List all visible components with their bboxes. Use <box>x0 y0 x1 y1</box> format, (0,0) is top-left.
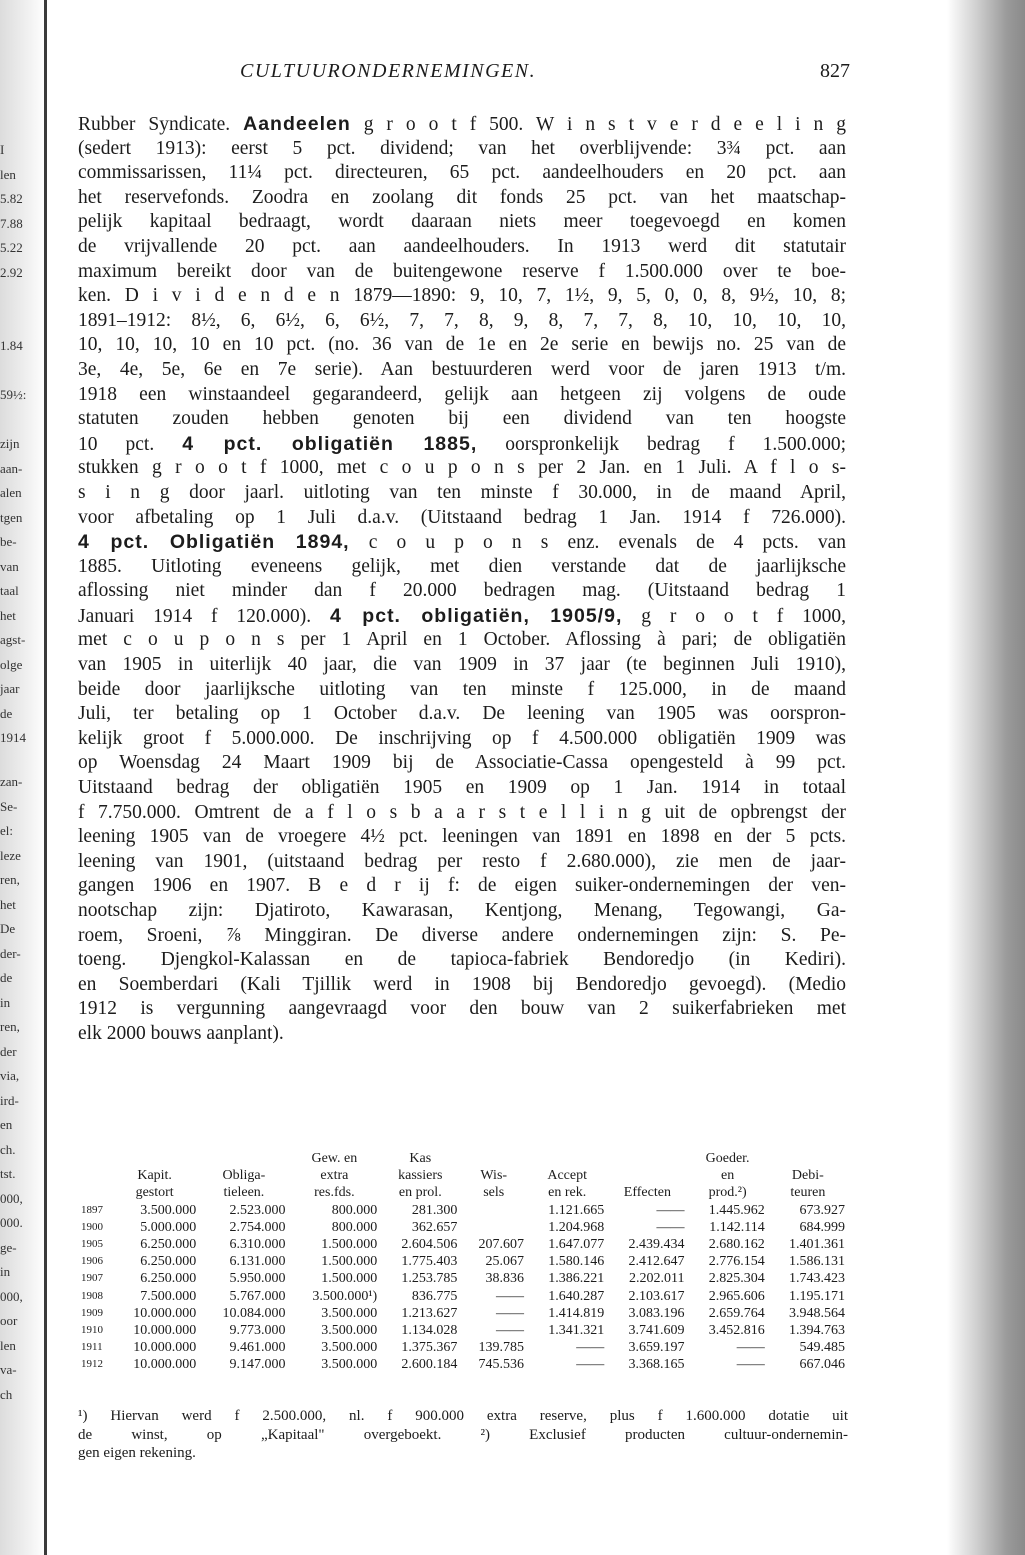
text-line <box>78 825 846 850</box>
table-cell: 549.485 <box>799 1340 845 1356</box>
text-line <box>78 801 846 826</box>
margin-fragment: 2.92 <box>0 264 23 280</box>
table-row <box>78 1322 848 1339</box>
table-cell: 281.300 <box>411 1202 458 1218</box>
table-cell: 10.000.000 <box>133 1305 197 1321</box>
header-row <box>78 1150 848 1167</box>
margin-fragment: 000. <box>0 1215 23 1230</box>
margin-fragment: via, <box>0 1068 20 1083</box>
margin-fragment: 5.82 <box>0 191 23 206</box>
table-cell: 1.500.000 <box>321 1271 378 1287</box>
text-segment: beide door jaarlijksche uitloting van ten minste f 125.000, in de maand <box>78 678 846 700</box>
text-line <box>78 260 846 285</box>
text-segment: Uitstaand bedrag der obligatiën 1905 en 1909 op 1 Jan. 1914 in totaal <box>78 777 846 799</box>
table-cell: 6.250.000 <box>140 1254 197 1270</box>
margin-fragment: der <box>0 1043 17 1059</box>
column-header: Goeder. <box>705 1151 750 1166</box>
table-cell: 6.250.000 <box>140 1271 197 1287</box>
table-row <box>78 1253 848 1270</box>
text-line <box>78 407 846 432</box>
margin-fragment: tgen <box>0 509 23 525</box>
text-segment: 3e, 4e, 5e, 6e en 7e serie). Aan bestuurderen werd voor de jaren 1913 t/m. <box>78 358 846 380</box>
table-cell: 6.250.000 <box>140 1237 197 1253</box>
table-cell: 1.640.287 <box>548 1288 605 1304</box>
margin-fragment: ge- <box>0 1239 17 1255</box>
table-cell: 667.046 <box>799 1357 845 1373</box>
margin-fragment: 5.22 <box>0 240 23 255</box>
table-cell: 1.253.785 <box>401 1271 458 1287</box>
margin-fragment: het <box>0 896 16 912</box>
table-cell: 3.500.000 <box>321 1323 378 1339</box>
text-line <box>78 235 846 260</box>
table-body <box>78 1202 848 1374</box>
margin-fragment: taal <box>0 583 19 598</box>
text-line <box>78 481 846 506</box>
column-header: tieleen. <box>223 1185 265 1201</box>
text-line <box>78 948 846 973</box>
text-segment: leening van 1901, (uitstaand bedrag per resto f 2.680.000), zie men de jaar- <box>78 850 846 872</box>
table-cell: 6.131.000 <box>229 1254 286 1270</box>
text-line <box>78 628 846 653</box>
table-header <box>78 1150 848 1202</box>
footnotes <box>78 1407 848 1463</box>
column-header: teuren <box>790 1185 826 1201</box>
margin-fragment: zijn <box>0 436 20 451</box>
text-line <box>78 899 846 924</box>
table-cell: —— <box>496 1305 525 1321</box>
table-cell: 9.147.000 <box>229 1357 286 1373</box>
text-segment: op Woensdag 24 Maart 1909 bij de Associatie-Cassa opengesteld à 99 pct. <box>78 752 846 774</box>
table-cell: 1.500.000 <box>321 1237 378 1253</box>
table-cell: 3.368.165 <box>628 1357 685 1373</box>
table-cell: 7.500.000 <box>140 1288 197 1304</box>
table-cell: 2.659.764 <box>708 1305 765 1321</box>
table-cell: 3.500.000 <box>140 1202 197 1218</box>
text-segment: Rubber Syndicate. <box>78 114 244 135</box>
text-segment: elk 2000 bouws aanplant). <box>78 1022 284 1044</box>
text-line <box>78 137 846 162</box>
table-cell: 1.204.968 <box>548 1219 605 1235</box>
text-line <box>78 530 846 555</box>
table-cell: 800.000 <box>331 1219 378 1235</box>
table-cell: 745.536 <box>478 1357 525 1373</box>
table-cell: 3.452.816 <box>708 1323 765 1339</box>
table-cell: 9.461.000 <box>229 1340 286 1356</box>
table-cell: —— <box>576 1340 605 1356</box>
text-segment: statuten zouden hebben genoten bij een dividend van ten hoogste <box>78 408 846 430</box>
table-cell: 3.500.000 <box>321 1305 378 1321</box>
table-cell: 1.121.665 <box>548 1202 605 1218</box>
table-cell: 38.836 <box>485 1271 525 1287</box>
margin-fragment: oor <box>0 1313 18 1328</box>
table-cell: 2.523.000 <box>229 1202 286 1218</box>
table-cell: 9.773.000 <box>229 1323 286 1339</box>
text-line <box>78 432 846 457</box>
text-segment: g r o o t f 500. W i n s t v e r d e e l i n g <box>350 114 846 135</box>
table-cell: 207.607 <box>478 1237 525 1253</box>
table-cell: 1.213.627 <box>401 1305 458 1321</box>
table-cell: 1.500.000 <box>321 1254 378 1270</box>
margin-fragment: aan- <box>0 460 23 476</box>
table-row <box>78 1288 848 1305</box>
table-cell: 1.142.114 <box>709 1219 765 1235</box>
text-segment: toeng. Djengkol-Kalassan en de tapioca-fabriek Bendoredjo (in Kediri). <box>78 949 846 971</box>
margin-fragment: va- <box>0 1362 17 1377</box>
margin-fragment: het <box>0 607 16 623</box>
text-line <box>78 678 846 703</box>
column-header: en rek. <box>548 1185 587 1201</box>
text-segment: 1891–1912: 8½, 6, 6½, 6, 6½, 7, 7, 8, 9, 8, 7, 7, 8, 10, 10, 10, 10, <box>78 309 846 331</box>
running-title: CULTUURONDERNEMINGEN. <box>240 60 537 82</box>
margin-fragment: en <box>0 1117 13 1132</box>
text-segment: g r o o t f 1000, <box>622 605 846 627</box>
column-header: extra <box>320 1168 349 1184</box>
table-cell: 25.067 <box>485 1254 525 1270</box>
column-header <box>78 1184 110 1201</box>
text-line <box>78 653 846 678</box>
table-cell: —— <box>656 1202 685 1218</box>
margin-fragment: len <box>0 166 16 182</box>
text-segment: nootschap zijn: Djatiroto, Kawarasan, Kentjong, Menang, Tegowangi, Ga- <box>78 900 846 921</box>
text-segment: s i n g door jaarl. uitloting van ten minste f 30.000, in de maand April, <box>78 481 846 503</box>
text-segment: maximum bereikt door van de buitengewone reserve f 1.500.000 over te boe- <box>78 260 846 282</box>
header-row <box>78 1184 848 1201</box>
text-segment: stukken g r o o t f 1000, met c o u p o n s per 2 Jan. en 1 Juli. A f l o s- <box>78 457 846 479</box>
table-cell: 1.775.403 <box>401 1254 458 1270</box>
table-cell: 1.341.321 <box>548 1323 605 1339</box>
table-row <box>78 1236 848 1253</box>
margin-fragment: 000, <box>0 1190 23 1206</box>
margin-fragment: in <box>0 1264 11 1279</box>
table-cell: 3.741.609 <box>628 1323 685 1339</box>
table-cell: 1.647.077 <box>548 1237 605 1253</box>
table-cell: 5.950.000 <box>229 1271 286 1287</box>
table-cell: 800.000 <box>331 1202 378 1218</box>
column-header: res.fds. <box>314 1185 355 1201</box>
row-year: 1912 <box>81 1358 103 1371</box>
table-cell: 6.310.000 <box>229 1237 286 1253</box>
margin-fragment <box>0 359 40 384</box>
table-cell: 1.375.367 <box>401 1340 458 1356</box>
table-cell: 362.657 <box>411 1219 458 1235</box>
text-line <box>78 555 846 580</box>
table-row <box>78 1356 848 1373</box>
margin-fragment: 7.88 <box>0 215 23 231</box>
table-cell: 2.412.647 <box>628 1254 685 1270</box>
column-header: en <box>720 1168 735 1184</box>
margin-fragment: I <box>0 142 5 157</box>
table-row <box>78 1202 848 1219</box>
table-cell: 1.445.962 <box>708 1202 765 1218</box>
table-cell: 3.659.197 <box>628 1340 685 1356</box>
margin-fragment: jaar <box>0 681 20 696</box>
text-line <box>78 973 846 998</box>
table-cell: 2.600.184 <box>401 1357 458 1373</box>
text-segment: en Soemberdari (Kali Tjillik werd in 1908 bij Bendoredjo gevoegd). (Medio <box>78 973 846 995</box>
table-cell: 1.394.763 <box>789 1323 845 1339</box>
margin-fragment: der- <box>0 945 21 961</box>
text-segment: (sedert 1913): eerst 5 pct. dividend; van het overblijvende: 3¾ pct. aan <box>78 137 846 159</box>
section-heading: 4 pct. obligatiën, 1905/9, <box>330 604 623 627</box>
footnote-line: ¹) Hiervan werd f 2.500.000, nl. f 900.000 extra reserve, plus f 1.600.000 dotatie uit <box>78 1408 848 1424</box>
column-header: kassiers <box>398 1168 443 1184</box>
column-header: en prol. <box>398 1185 442 1201</box>
table-row <box>78 1219 848 1236</box>
table-cell <box>460 1202 527 1219</box>
column-header: Wis- <box>480 1168 508 1184</box>
text-line <box>78 776 846 801</box>
text-segment: ken. D i v i d e n d e n 1879—1890: 9, 10, 7, 1½, 9, 5, 0, 0, 8, 9½, 10, 8; <box>78 285 846 307</box>
table-cell: —— <box>576 1357 605 1373</box>
table-cell: 1.414.819 <box>548 1305 605 1321</box>
margin-fragment: be- <box>0 534 17 549</box>
table-cell: 3.500.000 <box>321 1340 378 1356</box>
table-cell: 2.965.606 <box>708 1288 765 1304</box>
text-line <box>78 604 846 629</box>
row-year: 1906 <box>81 1255 103 1268</box>
row-year: 1909 <box>81 1306 103 1319</box>
text-segment: kelijk groot f 5.000.000. De inschrijving op f 4.500.000 obligatiën 1909 was <box>78 727 846 749</box>
margin-fragment <box>0 310 40 335</box>
table-cell: 2.604.506 <box>401 1237 458 1253</box>
text-segment: 1918 een winstaandeel gegarandeerd, gelijk aan hetgeen zij volgens de oude <box>78 383 846 405</box>
margin-fragment: 1.84 <box>0 338 23 353</box>
text-segment: leening 1905 van de vroegere 4½ pct. leeningen van 1891 en 1898 en der 5 pcts. <box>78 826 846 848</box>
column-header: Gew. en <box>311 1151 358 1166</box>
margin-fragment: tst. <box>0 1166 16 1181</box>
margin-fragment: in <box>0 994 11 1010</box>
text-segment: voor afbetaling op 1 Juli d.a.v. (Uitstaand bedrag 1 Jan. 1914 f 726.000). <box>78 506 846 528</box>
text-line <box>78 850 846 875</box>
table-cell: —— <box>656 1219 685 1235</box>
text-line <box>78 702 846 727</box>
row-year: 1905 <box>81 1238 103 1251</box>
text-segment: commissarissen, 11¼ pct. directeuren, 65 pct. aandeelhouders en 20 pct. aan <box>78 162 846 184</box>
margin-fragment: ird- <box>0 1092 19 1108</box>
table-cell: 684.999 <box>799 1219 845 1235</box>
table-cell: 10.084.000 <box>222 1305 286 1321</box>
text-segment: 10, 10, 10, 10 en 10 pct. (no. 36 van de 1e en 2e serie en bewijs no. 25 van de <box>78 334 846 356</box>
column-header <box>527 1150 607 1167</box>
margin-fragment: de <box>0 970 13 985</box>
page-header <box>240 60 850 90</box>
text-segment: het reservefonds. Zoodra en zoolang dit fonds 25 pct. van het maatschap- <box>78 186 846 208</box>
table-row <box>78 1339 848 1356</box>
margin-fragment: el: <box>0 823 13 838</box>
text-segment: oorspronkelijk bedrag f 1.500.000; <box>477 433 846 455</box>
table-cell: 3.500.000¹) <box>312 1288 378 1304</box>
margin-fragment: olge <box>0 656 23 672</box>
table-cell: —— <box>736 1357 765 1373</box>
table-cell: 2.439.434 <box>628 1237 685 1253</box>
text-line <box>78 751 846 776</box>
margin-fragment: len <box>0 1337 16 1353</box>
table-cell: —— <box>736 1340 765 1356</box>
table-cell: 10.000.000 <box>133 1357 197 1373</box>
table-cell: 836.775 <box>411 1288 458 1304</box>
margin-fragment: De <box>0 921 16 936</box>
margin-fragment: leze <box>0 847 21 863</box>
table-cell: 1.401.361 <box>789 1237 845 1253</box>
table-cell: 2.754.000 <box>229 1219 286 1235</box>
page-number: 827 <box>820 60 850 82</box>
table-row <box>78 1305 848 1322</box>
text-segment: van 1905 in uiterlijk 40 jaar, die van 1909 in 37 jaar (te beginnen Juli 1910), <box>78 654 846 676</box>
table-cell: 2.202.011 <box>629 1271 685 1287</box>
column-header: Accept <box>547 1168 587 1184</box>
text-line <box>78 924 846 949</box>
text-segment: aflossing niet minder dan f 20.000 bedragen mag. (Uitstaand bedrag 1 <box>78 580 846 602</box>
column-header <box>460 1150 527 1167</box>
column-header <box>110 1150 199 1167</box>
text-line <box>78 383 846 408</box>
scan-gutter-rule <box>44 0 47 1555</box>
table-cell: 2.103.617 <box>628 1288 685 1304</box>
margin-fragment: agst- <box>0 632 26 647</box>
column-header: Kapit. <box>137 1168 172 1184</box>
margin-fragment: 59½: <box>0 387 27 402</box>
column-header <box>199 1150 288 1167</box>
text-segment: de vrijvallende 20 pct. aan aandeelhouders. In 1913 werd dit statutair <box>78 235 846 257</box>
table-cell: 1.386.221 <box>548 1271 605 1287</box>
text-line <box>78 333 846 358</box>
column-header: Kas <box>409 1151 432 1166</box>
text-line <box>78 284 846 309</box>
column-header <box>78 1167 110 1184</box>
table-cell: —— <box>496 1323 525 1339</box>
text-segment: 10 pct. <box>78 433 183 455</box>
column-header <box>768 1150 848 1167</box>
margin-fragment: zan- <box>0 774 23 789</box>
financial-table <box>78 1150 848 1374</box>
row-year: 1900 <box>81 1220 103 1233</box>
text-segment: 1885. Uitloting eveneens gelijk, met dien verstande dat de jaarlijksche <box>78 555 846 577</box>
text-line <box>78 997 846 1022</box>
margin-fragment <box>0 408 40 433</box>
text-segment: roem, Sroeni, ⅞ Minggiran. De diverse andere ondernemingen zijn: S. Pe- <box>78 924 846 946</box>
table-cell: 1.586.131 <box>789 1254 845 1270</box>
margin-fragment: ch <box>0 1386 13 1402</box>
row-year: 1897 <box>81 1203 103 1216</box>
row-year: 1908 <box>81 1289 103 1302</box>
text-line <box>78 210 846 235</box>
text-line <box>78 112 846 137</box>
text-line <box>78 506 846 531</box>
text-segment: met c o u p o n s per 1 April en 1 October. Aflossing à pari; de obligatiën <box>78 629 846 651</box>
section-heading: 4 pct. obligatiën 1885, <box>182 432 478 455</box>
margin-fragment: de <box>0 705 13 721</box>
margin-fragment: ren, <box>0 872 20 887</box>
table-cell: 1.743.423 <box>789 1271 845 1287</box>
header-row <box>78 1167 848 1184</box>
text-line <box>78 309 846 334</box>
table-cell <box>460 1219 527 1236</box>
table-cell: 5.000.000 <box>140 1219 197 1235</box>
column-header: Effecten <box>623 1185 671 1201</box>
table-cell: —— <box>496 1288 525 1304</box>
margin-fragment: ch. <box>0 1141 16 1157</box>
column-header <box>607 1167 687 1184</box>
footnote-line: gen eigen rekening. <box>78 1445 196 1461</box>
table-cell: 673.927 <box>799 1202 845 1218</box>
column-header: Debi- <box>791 1168 824 1184</box>
column-header: gestort <box>135 1185 174 1201</box>
text-line <box>78 579 846 604</box>
margin-fragment: ren, <box>0 1019 20 1034</box>
margin-fragments-lower <box>0 770 40 1407</box>
table-cell: 1.195.171 <box>789 1288 845 1304</box>
row-year: 1911 <box>81 1341 103 1354</box>
column-header: sels <box>483 1185 505 1201</box>
margin-fragment <box>0 285 40 310</box>
text-segment: c o u p o n s enz. evenals de 4 pcts. van <box>349 532 846 554</box>
text-line <box>78 161 846 186</box>
body-text <box>78 112 846 1047</box>
text-segment: f 7.750.000. Omtrent de a f l o s b a a r s t e l l i n g uit de opbrengst der <box>78 801 846 823</box>
column-header: Obliga- <box>222 1168 266 1184</box>
table-cell: 10.000.000 <box>133 1340 197 1356</box>
table-row <box>78 1270 848 1287</box>
text-line <box>78 874 846 899</box>
margin-fragment: 1914 <box>0 730 26 745</box>
column-header <box>607 1150 687 1167</box>
scan-right-edge <box>947 0 1025 1555</box>
table-cell: 3.500.000 <box>321 1357 378 1373</box>
column-header <box>78 1150 110 1167</box>
text-line <box>78 186 846 211</box>
text-segment: 1912 is vergunning aangevraagd voor den bouw van 2 suikerfabrieken met <box>78 998 846 1020</box>
text-segment: gangen 1906 en 1907. B e d r ij f: de eigen suiker-ondernemingen der ven- <box>78 875 846 897</box>
table-cell: 3.083.196 <box>628 1305 685 1321</box>
text-line <box>78 1022 846 1047</box>
text-segment: Januari 1914 f 120.000). <box>78 605 331 627</box>
text-line <box>78 727 846 752</box>
table-cell: 3.948.564 <box>789 1305 845 1321</box>
margin-fragment: van <box>0 558 19 574</box>
table-cell: 2.776.154 <box>708 1254 765 1270</box>
margin-fragment: 000, <box>0 1288 23 1304</box>
section-heading: Aandeelen <box>243 113 351 135</box>
text-segment: Juli, ter betaling op 1 October d.a.v. De leening van 1905 was oorspron- <box>78 703 846 725</box>
table-cell: 5.767.000 <box>229 1288 286 1304</box>
text-segment: pelijk kapitaal bedraagt, wordt daaraan niets meer toegevoegd en komen <box>78 211 846 233</box>
margin-fragment: Se- <box>0 798 18 814</box>
table-cell: 2.825.304 <box>708 1271 765 1287</box>
text-line <box>78 358 846 383</box>
footnote-line: de winst, op „Kapitaal" overgeboekt. ²) Exclusief producten cultuur-ondernemin- <box>78 1426 848 1443</box>
table-cell: 1.134.028 <box>401 1323 458 1339</box>
text-line <box>78 456 846 481</box>
margin-fragment: alen <box>0 485 22 500</box>
table-cell: 2.680.162 <box>708 1237 765 1253</box>
table-cell: 139.785 <box>478 1340 525 1356</box>
section-heading: 4 pct. Obligatiën 1894, <box>78 531 350 554</box>
table-cell: 10.000.000 <box>133 1323 197 1339</box>
column-header: prod.²) <box>708 1185 747 1201</box>
row-year: 1910 <box>81 1324 103 1337</box>
table-cell: 1.580.146 <box>548 1254 605 1270</box>
margin-fragments-upper <box>0 138 40 751</box>
row-year: 1907 <box>81 1272 103 1285</box>
